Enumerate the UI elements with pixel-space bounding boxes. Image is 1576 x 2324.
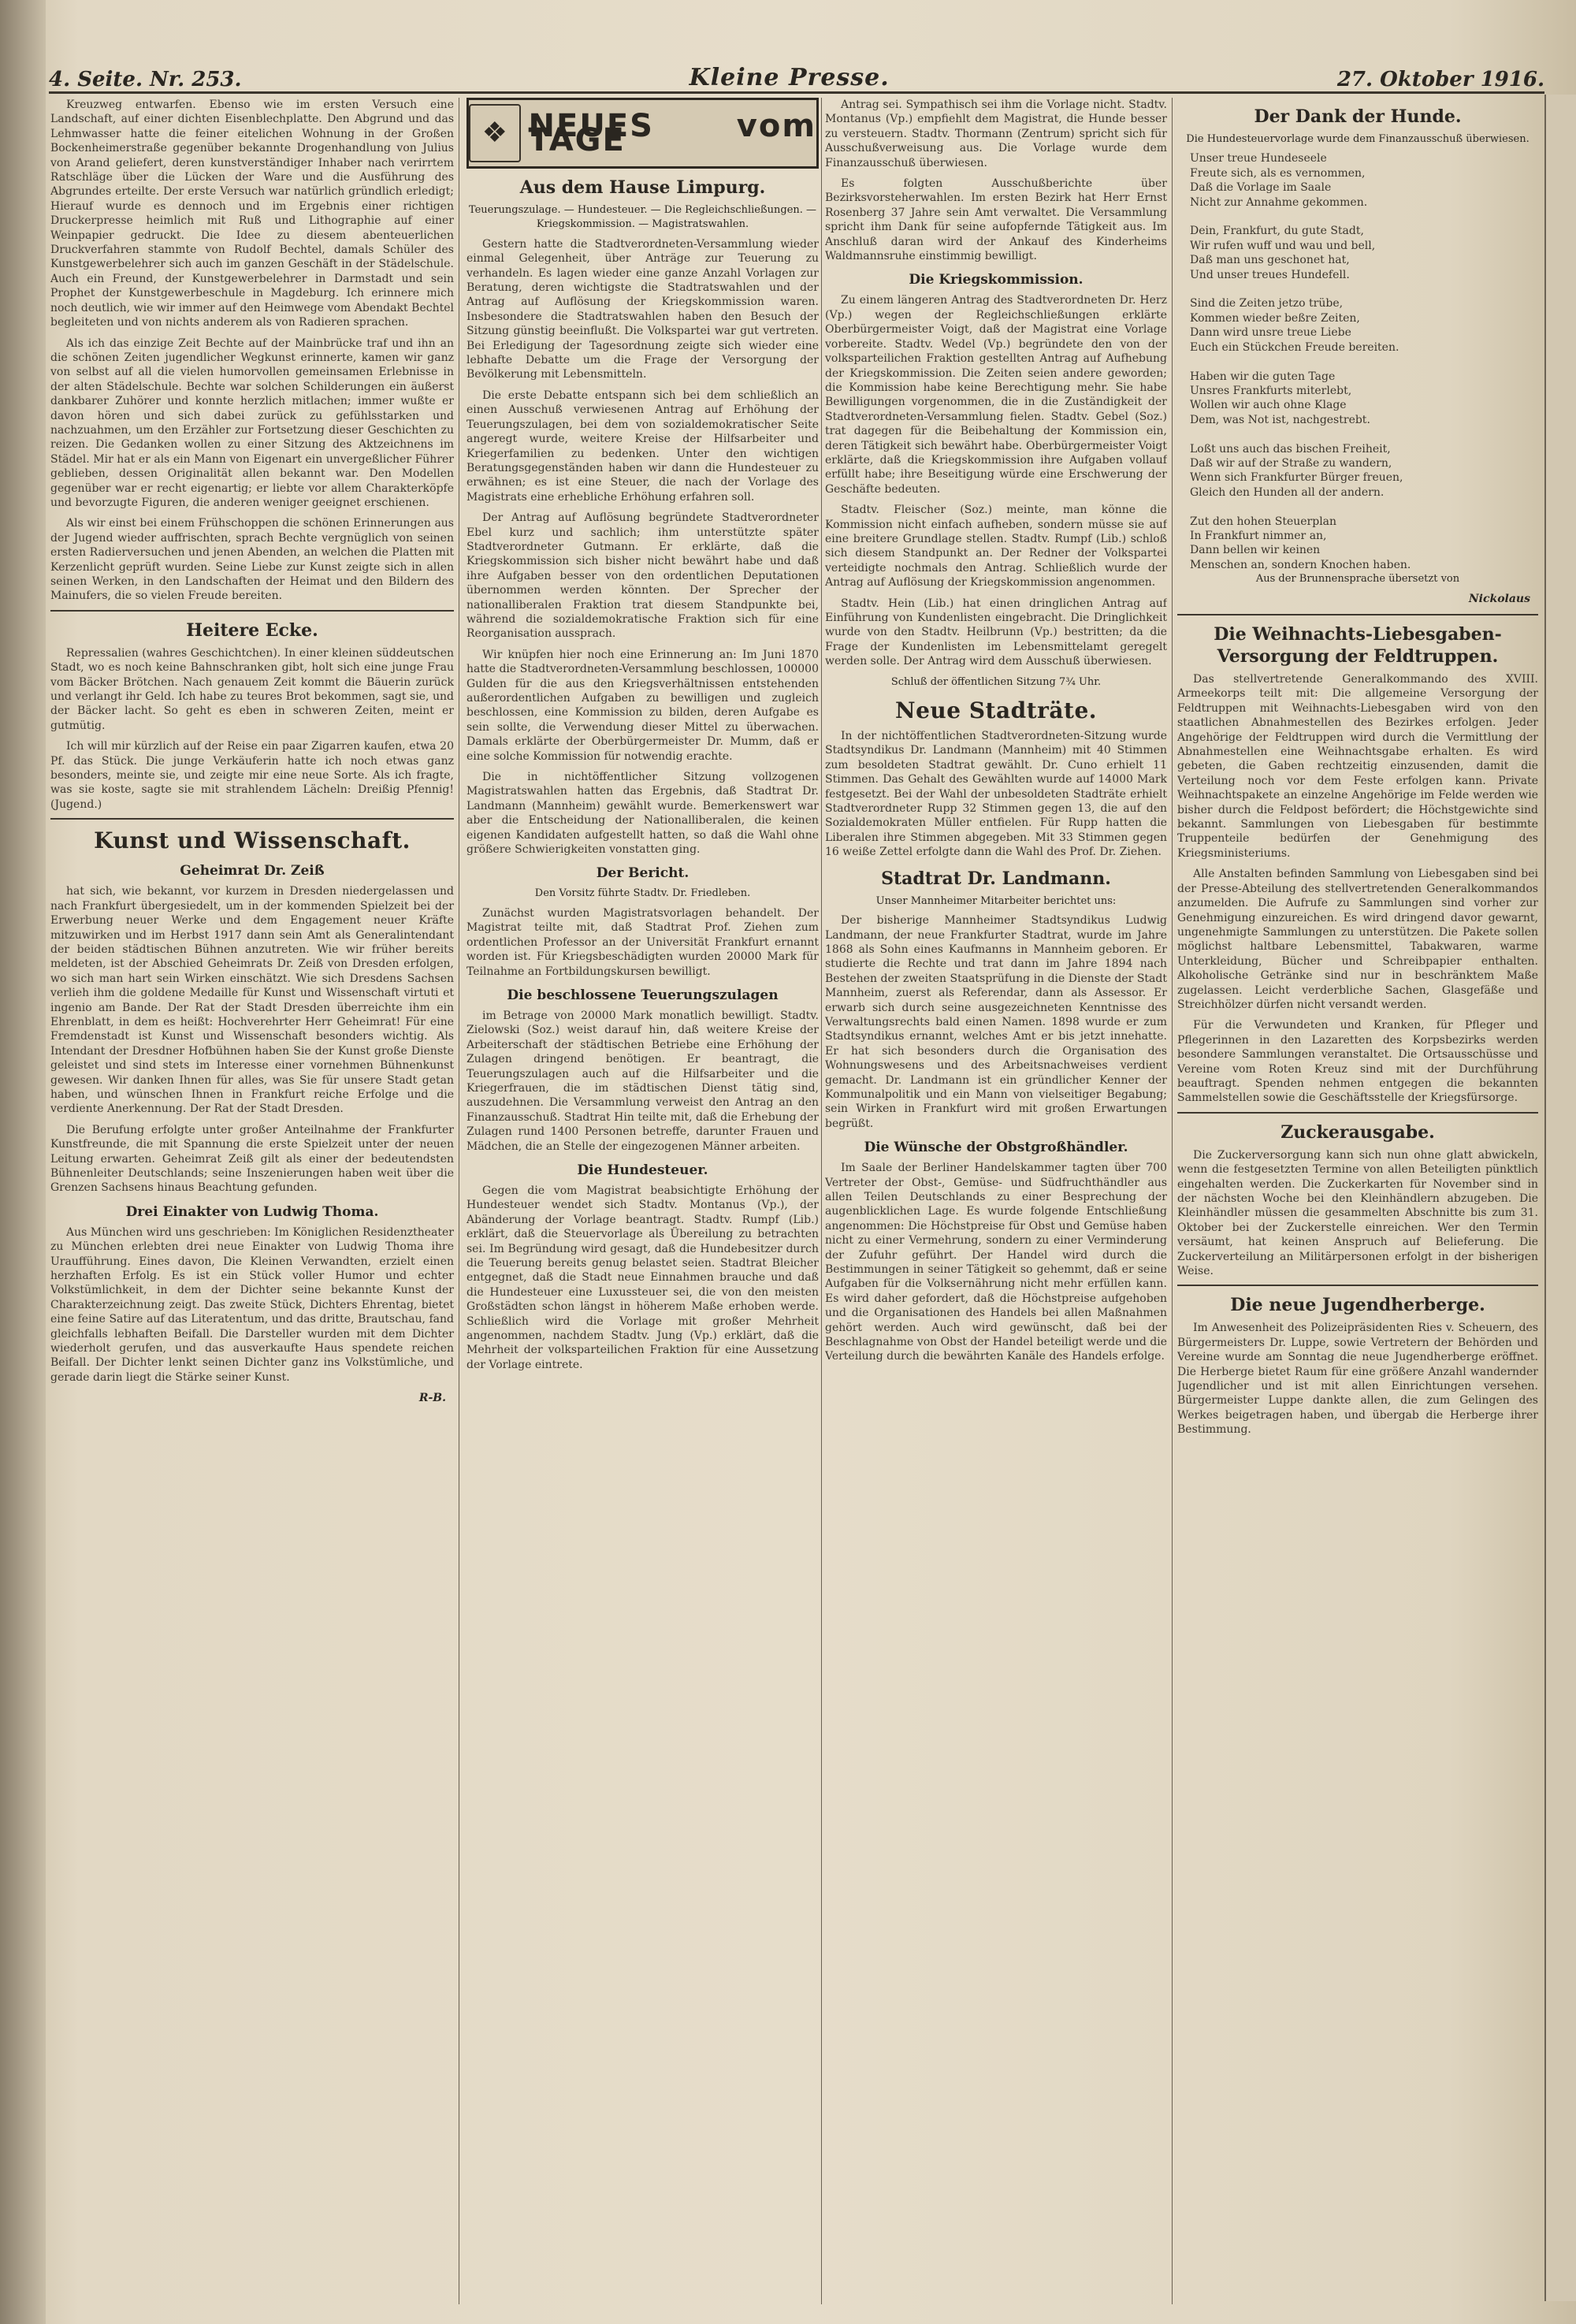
section-divider — [50, 818, 454, 820]
teuerung-text: im Betrage von 20000 Mark monatlich bewilligt. Stadtv. Zielowski (Soz.) weist darauf hin, daß weitere Kreise der Arbeiterschaft der städtischen Betriebe eine Erhöhung der Zulagen dringend benötigen. Er beantragt, die Teuerungszulagen auch auf die Hilfsarbeiter und die Kriegerfrauen, die im städtischen Dienst tätig sind, auszudehnen. Die Versammlung verweist den Antrag an den Finanzausschuß. Stadtrat Hin teilte mit, daß die Erhebung der Zulagen rund 1400 Personen betreffe, darunter Frauen und Mädchen, die an Stelle der eingezogenen Männer arbeiten. — [466, 1009, 819, 1153]
jugendherberge-text: Im Anwesenheit des Polizeipräsidenten Ries v. Scheuern, des Bürgermeisters Dr. Luppe, sowie Vertretern der Behörden und Vereine wurde am Sonntag die neue Jugendherberge eröffnet. Die Herberge bietet Raum für eine größere Anzahl wandernder Jugendlicher und ist mit allen Einrichtungen versehen. Bürgermeister Luppe dankte allen, die zum Gelingen des Werkes beigetragen haben, und übergab die Herberge ihrer Bestimmung. — [1177, 1322, 1538, 1437]
weihnachts-text: Für die Verwundeten und Kranken, für Pfleger und Pflegerinnen in den Lazaretten des Korpsbezirks werden besondere Sammlungen veranstaltet. Die Ortsausschüsse und Vereine vom Roten Kreuz sind mit der Durchführung beauftragt. Spenden nehmen entgegen die bekannten Sammelstellen sowie die Geschäftsstelle der Kriegsfürsorge. — [1177, 1019, 1538, 1105]
article-continuation: Kreuzweg entwarfen. Ebenso wie im ersten Versuch eine Landschaft, auf einer dichten Eisenblechplatte. Den Abgrund und das Lehmwasser hatte die feiner eitelichen Wohnung in der Großen Bockenheimerstraße gegenüber bekannte Drogenhandlung von Julius von Arand geliefert, deren kunstverständiger Inhaber nach verirrtem Ratschläge über die Lücken der Ware und die Ausführung des Abgrundes erteilte. Der erste Versuch war natürlich gründlich erledigt; Hierauf wurde es dennoch und im Ergebnis einer richtigen Druckerpresse heimlich mit Ruß und Lithographie auf einer Weinpapier gedruckt. Die Idee zu diesem abenteuerlichen Druckverfahren stammte von Rudolf Bechtel, damals Schüler des Kunstgewerbelehrer sich auch im ganzen Geschäft in der Städelschule. Auch ein Freund, der Kunstgewerbelehrer in Darmstadt und sein Prophet der Kunstgewerbeschule in Magdeburg. Ich erinnere mich noch deutlich, wie wir immer auf den Heimwege vom Abendakt Bechtel begleiteten und von nichts anderem als von Radieren sprachen. — [50, 99, 454, 329]
header-page-number: 4. Seite. Nr. 253. — [49, 68, 242, 91]
landmann-subtitle: Unser Mannheimer Mitarbeiter berichtet uns: — [875, 894, 1117, 907]
bericht-subtitle: Den Vorsitz führte Stadtv. Dr. Friedleben. — [534, 887, 751, 900]
kunst-subheading: Geheimrat Dr. Zeiß — [180, 863, 325, 879]
limpurg-subtitle: Teuerungszulage. — Hundesteuer. — Die Regleichschließungen. — Kriegskommission. — Magistratswahlen. — [468, 204, 817, 231]
bericht-heading: Der Bericht. — [596, 865, 690, 882]
dank-der-hunde-heading: Der Dank der Hunde. — [1254, 106, 1462, 127]
section-divider — [1177, 1112, 1538, 1114]
kriegskommission-text: Zu einem längeren Antrag des Stadtverordneten Dr. Herz (Vp.) wegen der Regleichschließungen erklärte Oberbürgermeister Voigt, daß der Magistrat eine Vorlage vorbereite. Stadtv. Wedel (Vp.) begründete den von der volksparteilichen Fraktion gestellten Antrag auf Aufhebung der Kriegskommission. Die Zeiten seien andere geworden; die Kommission habe keine Berechtigung mehr. Sie habe Bewilligungen vorgenommen, die in die Zuständigkeit der Stadtverordneten-Versammlung fielen. Stadtv. Gebel (Soz.) trat dagegen für die Beibehaltung der Kommission ein, deren Tätigkeit sich bewährt habe. Oberbürgermeister Voigt erklärte, daß die Kriegskommission ihre Aufgaben vollauf erfüllt habe; ihre Beseitigung würde eine Erschwerung der Geschäfte bedeuten. — [825, 294, 1167, 496]
article-paragraph: Es folgten Ausschußberichte über Bezirksvorsteherwahlen. Im ersten Bezirk hat Herr Ernst Rosenberg 37 Jahre sein Amt verwaltet. Die Versammlung spricht ihm Dank für seine aufopfernde Tätigkeit aus. Im Anschluß daran wird der Ankauf des Kinderheims Waldmannsruhe einstimmig bewilligt. — [825, 177, 1167, 263]
article-paragraph: Der Antrag auf Auflösung begründete Stadtverordneter Ebel kurz und sachlich; ihm unterstützte später Stadtverordneter Gutmann. Er erklärte, daß die Kriegskommission sich bisher nicht bewährt habe und daß ihre Aufgaben besser von den ordentlichen Deputationen übernommen werden könnten. Der Sprecher der nationalliberalen Fraktion trat diesem Standpunkte bei, während die sozialdemokratische Fraktion sich für eine Reorganisation aussprach. — [466, 511, 819, 641]
article-paragraph: Wir knüpfen hier noch eine Erinnerung an: Im Juni 1870 hatte die Stadtverordneten-Versammlung beschlossen, 100000 Gulden für die aus den Kriegsverhältnissen entstehenden außerordentlichen Aufgaben zu bewilligen und zugleich beschlossen, eine Kommission zu bilden, deren Aufgabe es sein sollte, die Verwendung dieser Mittel zu überwachen. Damals erklärte der Oberbürgermeister Dr. Mumm, daß er eine solche Kommission für notwendig erachte. — [466, 648, 819, 763]
binding-spine — [0, 0, 46, 2324]
masthead-title: NEUES vom TAGE — [528, 107, 816, 158]
weihnachts-text: Alle Anstalten befinden Sammlung von Liebesgaben sind bei der Presse-Abteilung des stellvertretenden Generalkommandos anzumelden. Die Aufrufe zu Sammlungen sind vorher zur Genehmigung einzureichen. Es wird dringend davor gewarnt, ungenehmigte Sammlungen zu unterstützen. Die Pakete sollen möglichst haltbare Lebensmittel, Tabakwaren, warme Unterkleidung, Bücher und Schreibpapier enthalten. Alkoholische Getränke sind nur in beschränktem Maße zugelassen. Leicht verderbliche Sachen, Glasgefäße und Streichhölzer dürfen nicht versandt werden. — [1177, 868, 1538, 1011]
header-date: 27. Oktober 1916. — [1336, 68, 1544, 91]
einakter-text: Aus München wird uns geschrieben: Im Königlichen Residenztheater zu München erlebten drei neue Einakter von Ludwig Thoma ihre Uraufführung. Eines davon, Die Kleinen Verwandten, erzielt einen herzhaften Erfolg. Es ist ein Stück voller Humor und echter Volkstümlichkeit, in dem der Dichter seine bekannte Kunst der Charakterzeichnung zeigt. Das zweite Stück, Dichters Ehrentag, bietet eine feine Satire auf das Literatentum, und das dritte, Brautschau, fand gleichfalls lebhaften Beifall. Die Darsteller wurden mit dem Dichter wiederholt gerufen, und das ausverkaufte Haus spendete reichen Beifall. Der Dichter lenkt seinen Dichter ganz ins Volkstümliche, und gerade darin liegt die Stärke seiner Kunst. — [50, 1225, 454, 1384]
column-1 — [50, 98, 454, 1414]
neue-stadtraete-heading: Neue Stadträte. — [894, 697, 1098, 724]
article-paragraph: Gestern hatte die Stadtverordneten-Versammlung wieder einmal Gelegenheit, über Anträge zur Teuerung zu verhandeln. Es lagen wieder eine ganze Anzahl Vorlagen zur Beratung, deren wichtigste die Stadtratswahlen und der Antrag auf Auflösung der Kriegskommission waren. Insbesondere die Stadtratswahlen haben den Besuch der Sitzung günstig beeinflußt. Die Volkspartei war gut vertreten. Bei Erledigung der Tagesordnung zeigte sich wieder eine lebhafte Debatte um die Frage der Versorgung der Bevölkerung mit Lebensmitteln. — [466, 237, 819, 381]
column-2 — [466, 98, 819, 1378]
section-divider — [50, 610, 454, 612]
article-signoff: R-B. — [418, 1392, 446, 1405]
article-paragraph: Als ich das einzige Zeit Bechte auf der Mainbrücke traf und ihn an die schönen Zeiten jugendlicher Wegkunst erinnerte, kamen wir ganz von selbst auf all die vielen humorvollen gemeinsamen Erlebnisse in der alten Städelschule. Bechte war solchen Schilderungen ein äußerst dankbarer Zuhörer und konnte herzlich mitlachen; immer wußte er davon hören und sich dabei zurück zu gefühlsstarken und nachzuahmen, um den Erzähler zur Fortsetzung dieser Geschichten zu reizen. Die Gedanken wollen zu einer Sitzung des Aktzeichnens im Städel. Mir hat er als ein Mann von Eigenart ein unvergeßlicher Führer geblieben, dessen Originalität allen bekannt war. Den Modellen gegenüber war er recht eigenartig; er liebte vor allem Charakterköpfe und bevorzugte Figuren, die anderen weniger geeignet erschienen. — [50, 337, 454, 509]
article-paragraph: Die in nichtöffentlicher Sitzung vollzogenen Magistratswahlen hatten das Ergebnis, daß Stadtrat Dr. Landmann (Mannheim) gewählt wurde. Bemerkenswert war aber die Entscheidung der Nationalliberalen, die keinen eigenen Kandidaten aufgestellt hatten, so daß die Wahl ohne größere Schwierigkeiten vonstatten ging. — [466, 771, 819, 857]
hundesteuer-heading: Die Hundesteuer. — [577, 1162, 708, 1178]
next-page-edge — [1544, 95, 1576, 2301]
kriegskommission-heading: Die Kriegskommission. — [909, 272, 1084, 288]
bericht-text: Zunächst wurden Magistratsvorlagen behandelt. Der Magistrat teilte mit, daß Stadtrat Prof. Ziehen zum ordentlichen Professor an der Universität Frankfurt ernannt worden ist. Für Kriegsbeschädigten wurden 20000 Mark für Teilnahme an Fortbildungskursen bewilligt. — [466, 906, 819, 978]
column-4 — [1177, 98, 1538, 1444]
kunst-text: Die Berufung erfolgte unter großer Anteilnahme der Frankfurter Kunstfreunde, die mit Spannung die erste Spielzeit unter der neuen Leitung erwarten. Geheimrat Zeiß gilt als einer der bedeutendsten Bühnenleiter Deutschlands; seine Inszenierungen haben weit über die Grenzen Sachsens hinaus Beachtung gefunden. — [50, 1123, 454, 1195]
dank-der-hunde-note: Die Hundesteuervorlage wurde dem Finanzausschuß überwiesen. — [1186, 133, 1530, 145]
poem-translation-note: Aus der Brunnensprache übersetzt von — [1255, 573, 1460, 586]
hundesteuer-text: Gegen die vom Magistrat beabsichtigte Erhöhung der Hundesteuer wendet sich Stadtv. Montanus (Vp.), der Abänderung der Vorlage beantragt. Stadtv. Rumpf (Lib.) erklärt, daß die Steuervorlage als Übereilung zu betrachten sei. Im Begründung wird gesagt, daß die Hundebesitzer durch die Teuerung bereits genug belastet seien. Stadtrat Bleicher entgegnet, daß die Stadt neue Einnahmen brauche und daß die Hundesteuer eine Luxussteuer sei, die von den meisten Großstädten schon längst in höherem Maße erhoben werde. Schließlich wird die Vorlage mit großer Mehrheit angenommen, nachdem Stadtv. Jung (Vp.) erklärt, daß die Mehrheit der volksparteilichen Fraktion für eine Aussetzung der Vorlage eintrete. — [466, 1184, 819, 1371]
landmann-heading: Stadtrat Dr. Landmann. — [881, 868, 1111, 889]
heitere-ecke-heading: Heitere Ecke. — [186, 619, 318, 641]
column-3 — [825, 98, 1167, 1370]
obstgrosshaendler-text: Im Saale der Berliner Handelskammer tagten über 700 Vertreter der Obst-, Gemüse- und Südfruchthändler aus allen Teilen Deutschlands zu einer Besprechung der augenblicklichen Lage. Es wurde folgende Entschließung angenommen: Die Höchstpreise für Obst und Gemüse haben nicht zu einer Vermehrung, sondern zu einer Verminderung der Zufuhr geführt. Der Handel wird durch die Bestimmungen in seiner Tätigkeit so gehemmt, daß er seine Aufgaben für die Volksernährung nicht mehr erfüllen kann. Es wird daher gefordert, daß die Höchstpreise aufgehoben und die Organisationen des Handels bei allen Maßnahmen gehört werden. Auch wird gewünscht, daß bei der Beschlagnahme von Obst der Handel beteiligt werde und die Verteilung durch die bewährten Kanäle des Handels erfolge. — [825, 1162, 1167, 1363]
poem-author: Nickolaus — [1468, 592, 1530, 605]
neue-stadtraete-text: In der nichtöffentlichen Stadtverordneten-Sitzung wurde Stadtsyndikus Dr. Landmann (Mannheim) mit 40 Stimmen zum besoldeten Stadtrat gewählt. Dr. Cuno erhielt 11 Stimmen. Das Gehalt des Gewählten wurde auf 14000 Mark festgesetzt. Bei der Wahl der unbesoldeten Stadträte erhielt Stadtverordneter Rupp 32 Stimmen gegen 13, die auf den Sozialdemokraten Müller entfielen. Für Rupp hatten die Liberalen ihre Stimmen abgegeben. Mit 33 Stimmen gegen 16 weiße Zettel erfolgte dann die Wahl des Prof. Dr. Ziehen. — [825, 730, 1167, 859]
landmann-text: Der bisherige Mannheimer Stadtsyndikus Ludwig Landmann, der neue Frankfurter Stadtrat, wurde im Jahre 1868 als Sohn eines Kaufmanns in Mannheim geboren. Er studierte die Rechte und trat dann im Jahre 1894 nach Bestehen der zweiten Staatsprüfung in die Dienste der Stadt Mannheim, zuerst als Referendar, dann als Assessor. Er erwarb sich durch seine ausgezeichneten Kenntnisse des Verwaltungsrechts bald einen Namen. 1898 wurde er zum Stadtsyndikus ernannt, welches Amt er bis jetzt innehatte. Er hat sich besonders durch die Organisation des Wohnungswesens und des Arbeitsnachweises verdient gemacht. Dr. Landmann ist ein gründlicher Kenner der Kommunalpolitik und ein Mann von vielseitiger Begabung; sein Wirken in Frankfurt wird mit großen Erwartungen begrüßt. — [825, 914, 1167, 1130]
jugendherberge-heading: Die neue Jugendherberge. — [1230, 1295, 1485, 1316]
teuerung-heading: Die beschlossene Teuerungszulagen — [507, 987, 779, 1003]
weihnachts-text: Das stellvertretende Generalkommando des XVIII. Armeekorps teilt mit: Die allgemeine Versorgung der Feldtruppen mit Weihnachts-Liebesgaben wird von den staatlichen Abnahmestellen des Bezirkes erfolgen. Jeder Angehörige der Feldtruppen wird durch die Vermittlung der Abnahmestellen eine Weihnachtsgabe erhalten. Es wird gebeten, die Gaben rechtzeitig einzusenden, damit die Verteilung noch vor dem Feste erfolgen kann. Private Weihnachtspakete an einzelne Angehörige im Felde werden wie bisher durch die Feldpost befördert; die Höchstgewichte sind bekannt. Sammlungen von Liebesgaben für bestimmte Truppenteile bedürfen der Genehmigung des Kriegsministeriums. — [1177, 673, 1538, 860]
dank-der-hunde-poem: Unser treue Hundeseele Freute sich, als es vernommen, Daß die Vorlage im Saale Nicht zur Annahme gekommen. Dein, Frankfurt, du gute Stadt, Wir rufen wuff und wau und bell, Daß man uns geschonet hat, Und unser treues Hundefell. Sind die Zeiten jetzo trübe, Kommen wieder beßre Zeiten, Dann wird unsre treue Liebe Euch ein Stückchen Freude bereiten. Haben wir die guten Tage Unsres Frankfurts miterlebt, Wollen wir auch ohne Klage Dem, was Not ist, nachgestrebt. Loßt uns auch das bischen Freiheit, Daß wir auf der Straße zu wandern, Wenn sich Frankfurter Bürger freuen, Gleich den Hunden all der andern. Zut den hohen Steuerplan In Frankfurt nimmer an, Dann bellen wir keinen Menschen an, sondern Knochen haben. — [1190, 152, 1411, 571]
eagle-crest-icon: ❖ — [469, 104, 521, 162]
heitere-ecke-text: Ich will mir kürzlich auf der Reise ein paar Zigarren kaufen, etwa 20 Pf. das Stück. Die junge Verkäuferin hatte ich noch etwas ganz besonders, meinte sie, und zeigte mir eine neue Sorte. Als ich fragte, was sie koste, sagte sie mit strahlendem Lächeln: Dreißig Pfennig! (Jugend.) — [50, 740, 454, 811]
article-paragraph: Als wir einst bei einem Frühschoppen die schönen Erinnerungen aus der Jugend wieder auffrischten, sprach Bechte vergnüglich von seinen ersten Radierversuchen und jenen Abenden, an welchen die Platten mit Kerzenlicht geprüft wurden. Seine Liebe zur Kunst zeigte sich in allen seinen Werken, in den Landschaften der Heimat und den Bildern des Mainufers, die so vielen Freude bereiten. — [50, 517, 454, 603]
page-header — [49, 57, 1544, 94]
article-continuation: Antrag sei. Sympathisch sei ihm die Vorlage nicht. Stadtv. Montanus (Vp.) empfiehlt dem Magistrat, die Hunde besser zu versteuern. Stadtv. Thormann (Zentrum) spricht sich für Ausschußverweisung aus. Die Vorlage wurde dem Finanzausschuß überwiesen. — [825, 99, 1167, 169]
limpurg-heading: Aus dem Hause Limpurg. — [519, 177, 766, 198]
section-divider — [1177, 1285, 1538, 1286]
neues-vom-tage-masthead — [466, 98, 819, 169]
kunst-text: hat sich, wie bekannt, vor kurzem in Dresden niedergelassen und nach Frankfurt übergesiedelt, um in der kommenden Spielzeit bei der Erwerbung neuer Werke und dem Engagement neuer Kräfte mitzuwirken und im Herbst 1917 dann sein Amt als Generalintendant der beiden städtischen Bühnen anzutreten. Wie wir früher bereits meldeten, ist der Abschied Geheimrats Dr. Zeiß von Dresden erfolgen, wo sich man hart sein Wirken einschätzt. Wie sich Dresdens Sachsen verlieh ihm die goldene Medaille für Kunst und Wissenschaft virtuti et ingenio am Bande. Der Rat der Stadt Dresden überreichte ihm ein Ehrenblatt, in dem es heißt: Hochverehrter Herr Geheimrat! Für eine Fremdenstadt ist Kunst und Wissenschaft besonders wichtig. Als Intendant der Dresdner Hofbühnen haben Sie der Kunst große Dienste geleistet und sind stets im Interesse einer vornehmen Bühnenkunst gewesen. Wir danken Ihnen für alles, was Sie für unsere Stadt getan haben, und wünschen Ihnen in Frankfurt reiche Erfolge und die verdiente Anerkennung. Der Rat der Stadt Dresden. — [50, 885, 454, 1116]
column-rule — [1172, 98, 1173, 2304]
einakter-heading: Drei Einakter von Ludwig Thoma. — [125, 1203, 379, 1220]
article-paragraph: Die erste Debatte entspann sich bei dem schließlich an einen Ausschuß verwiesenen Antrag auf Erhöhung der Teuerungszulagen, bei dem von sozialdemokratischer Seite angeregt wurde, weitere Kreise der Hilfsarbeiter und Kriegerfamilien zu bedenken. Unter den wichtigen Beratungsgegenständen haben wir dann die Hundesteuer zu erwähnen; es ist eine Steuer, die nach der Vorlage des Magistrats eine erhebliche Erhöhung erfahren soll. — [466, 389, 819, 504]
zuckerausgabe-text: Die Zuckerversorgung kann sich nun ohne glatt abwickeln, wenn die festgesetzten Termine von allen Beteiligten pünktlich eingehalten werden. Die Zuckerkarten für November sind in der nächsten Woche bei den Kleinhändlern abzugeben. Die Kleinhändler müssen die gesammelten Abschnitte bis zum 31. Oktober bei der Zuckerstelle einreichen. Wer den Termin versäumt, hat keinen Anspruch auf Belieferung. Die Zuckerverteilung an Militärpersonen erfolgt in der bisherigen Weise. — [1177, 1148, 1538, 1278]
heitere-ecke-text: Repressalien (wahres Geschichtchen). In einer kleinen süddeutschen Stadt, wo es noch keine Bahnschranken gibt, holt sich eine junge Frau vom Bäcker Brötchen. Nach genauem Zeit kommt die Bäuerin zurück und verlangt ihr Geld. Ich habe zu teures Brot bekommen, sagt sie, und der Bäcker lacht. So geht es eben in schweren Zeiten, meint er gutmütig. — [50, 646, 454, 732]
obstgrosshaendler-heading: Die Wünsche der Obstgroßhändler. — [864, 1140, 1128, 1156]
kriegskommission-text: Stadtv. Hein (Lib.) hat einen dringlichen Antrag auf Einführung von Kundenlisten eingebracht. Die Dringlichkeit wurde von den Stadtv. Heilbrunn (Vp.) bestritten; da die Frage der Kundenlisten im Lebensmittelamt geregelt werden solle. Der Antrag wird dem Ausschuß überwiesen. — [825, 597, 1167, 668]
header-newspaper-name: Kleine Presse. — [689, 64, 890, 91]
zuckerausgabe-heading: Zuckerausgabe. — [1280, 1121, 1435, 1143]
section-divider — [1177, 614, 1538, 615]
column-rule — [821, 98, 822, 2304]
kriegskommission-text: Stadtv. Fleischer (Soz.) meinte, man könne die Kommission nicht einfach aufheben, sondern müsse sie auf eine breitere Grundlage stellen. Stadtv. Rumpf (Lib.) schloß sich diesem Standpunkt an. Der Redner der Volkspartei verteidigte nochmals den Antrag. Schließlich wurde der Antrag auf Auflösung der Kriegskommission angenommen. — [825, 504, 1167, 589]
weihnachts-heading: Die Weihnachts-Liebesgaben-Versorgung der Feldtruppen. — [1214, 624, 1502, 667]
kunst-heading: Kunst und Wissenschaft. — [94, 827, 411, 854]
session-close: Schluß der öffentlichen Sitzung 7¾ Uhr. — [890, 675, 1102, 688]
